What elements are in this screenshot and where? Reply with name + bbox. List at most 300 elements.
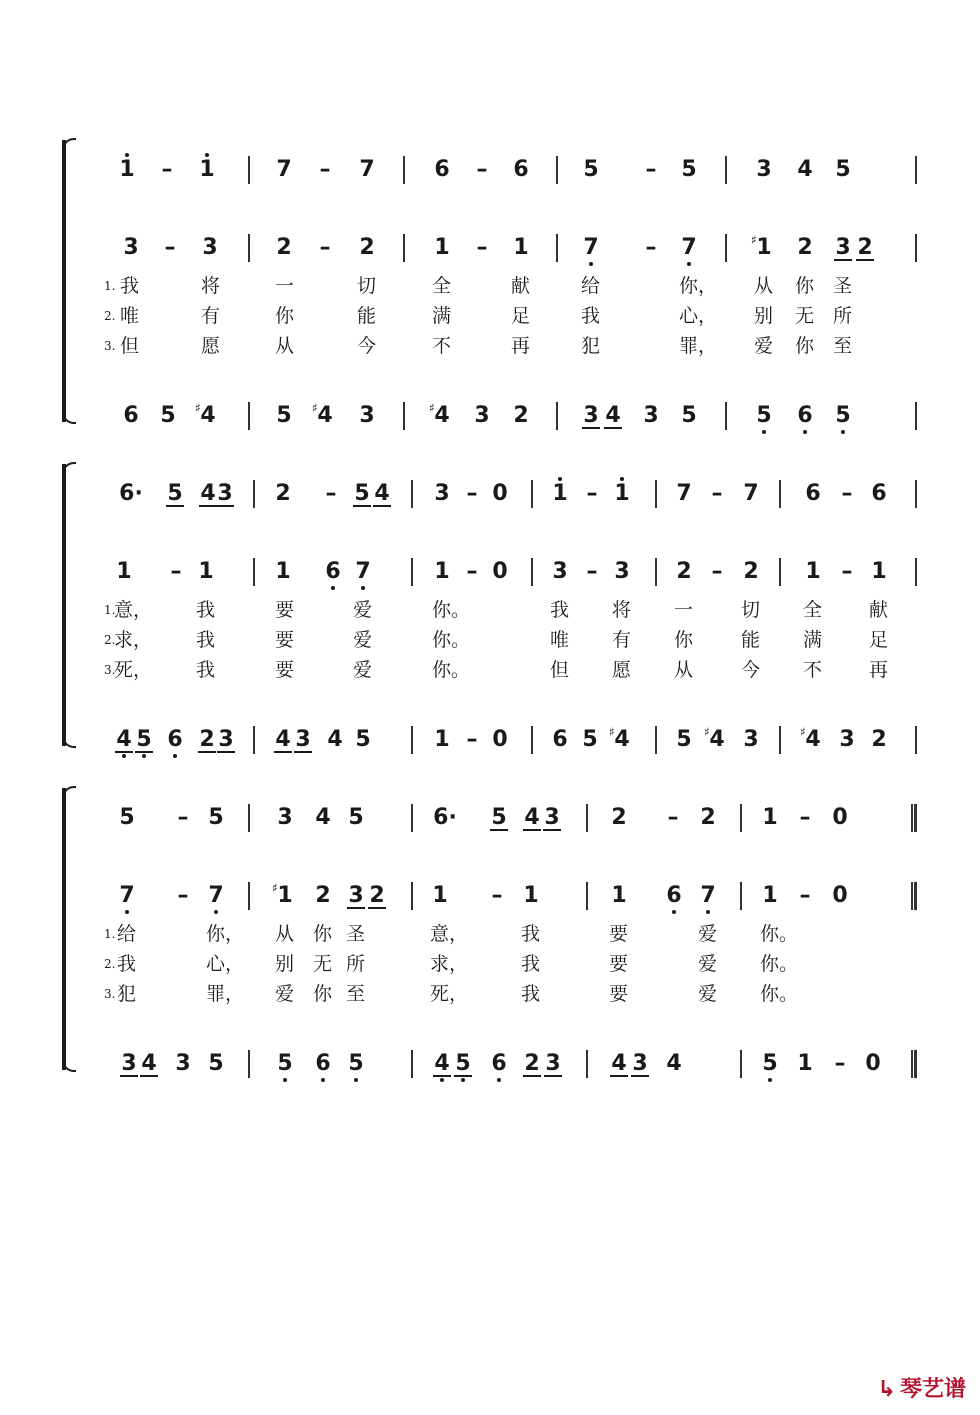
lyric-syllable: 无: [313, 953, 333, 975]
lyric-syllable: 我: [521, 923, 541, 945]
lyric-syllable: 你。: [760, 983, 799, 1005]
lyric-syllable: 要: [609, 923, 629, 945]
note: 5: [276, 403, 292, 428]
note: 6: [871, 481, 887, 506]
dash-extension: –: [161, 157, 173, 182]
dash-extension: –: [476, 235, 488, 260]
barline: [725, 234, 727, 262]
note: 2: [315, 883, 331, 908]
note: 5: [160, 403, 176, 428]
note: 3: [218, 727, 234, 752]
sharp-sign: ♯: [704, 725, 710, 739]
note: 4: [327, 727, 343, 752]
note: 3: [614, 559, 630, 584]
lyric-row: [0, 272, 980, 300]
note: 2: [676, 559, 692, 584]
note: 2: [275, 481, 291, 506]
note: 6: [805, 481, 821, 506]
note: 7: [676, 481, 692, 506]
barline: [725, 156, 727, 184]
lyric-syllable: 给: [117, 923, 137, 945]
barline: [655, 558, 657, 586]
dash-extension: –: [711, 481, 723, 506]
dash-extension: –: [476, 157, 488, 182]
note: 1: [805, 559, 821, 584]
dash-extension: –: [586, 481, 598, 506]
lyric-syllable: 要: [275, 629, 295, 651]
dash-extension: –: [841, 559, 853, 584]
barline: [411, 558, 413, 586]
lyric-syllable: 愿: [201, 335, 221, 357]
lyric-syllable: 圣: [833, 275, 853, 297]
note: 1: [434, 727, 450, 752]
lyric-syllable: 爱: [275, 983, 295, 1005]
lyric-syllable: 我: [196, 659, 216, 681]
lyric-row: [0, 920, 980, 948]
lyric-syllable: 今: [741, 659, 761, 681]
lyric-syllable: 唯: [120, 305, 140, 327]
final-barline: [911, 882, 917, 910]
lyric-syllable: 你，: [679, 275, 718, 297]
lyric-syllable: 我: [521, 953, 541, 975]
note: 0: [832, 883, 848, 908]
lyric-syllable: 求，: [114, 629, 153, 651]
note: 0: [832, 805, 848, 830]
note: 6: [325, 559, 341, 584]
barline: [531, 480, 533, 508]
sharp-sign: ♯: [312, 401, 318, 415]
lyric-syllable: 至: [346, 983, 366, 1005]
lyric-syllable: 一: [674, 599, 694, 621]
lyric-syllable: 爱: [698, 953, 718, 975]
lyric-syllable: 你，: [206, 923, 245, 945]
lyric-syllable: 给: [581, 275, 601, 297]
lyric-syllable: 求，: [430, 953, 469, 975]
lyric-syllable: 有: [201, 305, 221, 327]
lyric-syllable: 今: [357, 335, 377, 357]
note: 2: [199, 727, 215, 752]
barline: [915, 726, 917, 754]
note: 5: [583, 157, 599, 182]
notation-row: [0, 876, 980, 916]
note: 5: [354, 481, 370, 506]
lyric-syllable: 别: [754, 305, 774, 327]
note: 6·: [119, 481, 143, 506]
lyric-syllable: 你: [795, 275, 815, 297]
notation-row: [0, 720, 980, 760]
lyric-syllable: 要: [609, 953, 629, 975]
lyric-row: [0, 950, 980, 978]
lyric-syllable: 爱: [698, 923, 718, 945]
barline: [411, 726, 413, 754]
lyric-row: [0, 596, 980, 624]
lyric-syllable: 满: [803, 629, 823, 651]
note: 1: [611, 883, 627, 908]
note: 0: [865, 1051, 881, 1076]
note: 7: [700, 883, 716, 908]
note: 1: [523, 883, 539, 908]
barline: [655, 480, 657, 508]
barline: [586, 804, 588, 832]
lyric-row: [0, 332, 980, 360]
note: 3: [348, 883, 364, 908]
note: 2: [513, 403, 529, 428]
barline: [411, 882, 413, 910]
barline: [915, 156, 917, 184]
note: 1: [199, 157, 215, 182]
note: 3: [835, 235, 851, 260]
barline: [248, 804, 250, 832]
note: 3: [217, 481, 233, 506]
note: 3: [175, 1051, 191, 1076]
note: 1: [762, 883, 778, 908]
note: 3: [583, 403, 599, 428]
dash-extension: –: [164, 235, 176, 260]
note: 3: [359, 403, 375, 428]
note: 1: [198, 559, 214, 584]
note: 4: [200, 481, 216, 506]
note: 7: [681, 235, 697, 260]
barline: [586, 882, 588, 910]
lyric-syllable: 将: [201, 275, 221, 297]
lyric-syllable: 你: [795, 335, 815, 357]
note: 5: [136, 727, 152, 752]
note: 4: [611, 1051, 627, 1076]
lyric-syllable: 再: [511, 335, 531, 357]
lyric-syllable: 全: [432, 275, 452, 297]
note: 4: [374, 481, 390, 506]
note: 5: [208, 805, 224, 830]
note: 5: [835, 157, 851, 182]
barline: [779, 726, 781, 754]
sharp-sign: ♯: [272, 881, 278, 895]
lyric-syllable: 献: [869, 599, 889, 621]
note: 3: [643, 403, 659, 428]
notation-row: [0, 474, 980, 514]
lyric-syllable: 我: [550, 599, 570, 621]
note: 1: [513, 235, 529, 260]
lyric-syllable: 从: [275, 335, 295, 357]
note: 5: [676, 727, 692, 752]
dash-extension: –: [667, 805, 679, 830]
note: 2: [276, 235, 292, 260]
final-barline: [911, 804, 917, 832]
dash-extension: –: [466, 727, 478, 752]
note: 6: [491, 1051, 507, 1076]
lyric-syllable: 愿: [612, 659, 632, 681]
verse-number: 2.: [104, 309, 116, 323]
note: 1: [116, 559, 132, 584]
lyric-syllable: 足: [869, 629, 889, 651]
barline: [411, 480, 413, 508]
dash-extension: –: [834, 1051, 846, 1076]
lyric-syllable: 爱: [353, 599, 373, 621]
barline: [915, 234, 917, 262]
note: 7: [208, 883, 224, 908]
lyric-syllable: 我: [117, 953, 137, 975]
verse-number: 3.: [104, 339, 116, 353]
note: 1: [275, 559, 291, 584]
lyric-syllable: 爱: [353, 659, 373, 681]
lyric-syllable: 心，: [206, 953, 245, 975]
note: 5: [277, 1051, 293, 1076]
lyric-syllable: 我: [581, 305, 601, 327]
lyric-syllable: 一: [275, 275, 295, 297]
dash-extension: –: [466, 481, 478, 506]
note: 1: [614, 481, 630, 506]
dash-extension: –: [645, 235, 657, 260]
note: 5: [119, 805, 135, 830]
barline: [248, 402, 250, 430]
note: 1: [552, 481, 568, 506]
dash-extension: –: [799, 883, 811, 908]
dash-extension: –: [177, 805, 189, 830]
note: 4: [434, 403, 450, 428]
lyric-row: [0, 302, 980, 330]
notation-row: [0, 798, 980, 838]
verse-number: 1.: [104, 603, 116, 617]
note: 5: [835, 403, 851, 428]
lyric-syllable: 但: [120, 335, 140, 357]
lyric-syllable: 但: [550, 659, 570, 681]
note: 1: [277, 883, 293, 908]
lyric-syllable: 罪，: [206, 983, 245, 1005]
note: 3: [552, 559, 568, 584]
lyric-syllable: 献: [511, 275, 531, 297]
note: 5: [756, 403, 772, 428]
lyric-syllable: 死，: [430, 983, 469, 1005]
notation-row: [0, 552, 980, 592]
lyric-syllable: 要: [609, 983, 629, 1005]
note: 6: [513, 157, 529, 182]
lyric-syllable: 心，: [679, 305, 718, 327]
dash-extension: –: [325, 481, 337, 506]
lyric-syllable: 别: [275, 953, 295, 975]
lyric-syllable: 意，: [114, 599, 153, 621]
lyric-syllable: 爱: [698, 983, 718, 1005]
note: 1: [119, 157, 135, 182]
note: 2: [524, 1051, 540, 1076]
note: 2: [369, 883, 385, 908]
note: 1: [762, 805, 778, 830]
barline: [248, 882, 250, 910]
verse-number: 2.: [104, 633, 116, 647]
note: 5: [167, 481, 183, 506]
lyric-syllable: 不: [803, 659, 823, 681]
lyric-syllable: 你: [313, 923, 333, 945]
lyric-syllable: 你: [674, 629, 694, 651]
dash-extension: –: [177, 883, 189, 908]
note: 4: [797, 157, 813, 182]
note: 5: [681, 403, 697, 428]
barline: [248, 1050, 250, 1078]
note: 4: [666, 1051, 682, 1076]
lyric-syllable: 切: [357, 275, 377, 297]
lyric-syllable: 我: [120, 275, 140, 297]
lyric-syllable: 爱: [353, 629, 373, 651]
note: 3: [121, 1051, 137, 1076]
lyric-syllable: 从: [674, 659, 694, 681]
dash-extension: –: [586, 559, 598, 584]
notation-row: [0, 228, 980, 268]
verse-number: 2.: [104, 957, 116, 971]
note: 2: [359, 235, 375, 260]
note: 3: [474, 403, 490, 428]
note: 7: [276, 157, 292, 182]
sharp-sign: ♯: [800, 725, 806, 739]
note: 1: [756, 235, 772, 260]
note: 6: [123, 403, 139, 428]
note: 2: [700, 805, 716, 830]
note: 6·: [433, 805, 457, 830]
barline: [556, 402, 558, 430]
lyric-syllable: 能: [741, 629, 761, 651]
lyric-syllable: 有: [612, 629, 632, 651]
lyric-syllable: 你。: [432, 659, 471, 681]
note: 3: [756, 157, 772, 182]
note: 5: [491, 805, 507, 830]
barline: [411, 804, 413, 832]
barline: [915, 558, 917, 586]
note: 3: [632, 1051, 648, 1076]
final-barline: [911, 1050, 917, 1078]
lyric-syllable: 你: [275, 305, 295, 327]
lyric-syllable: 犯: [117, 983, 137, 1005]
lyric-syllable: 死，: [114, 659, 153, 681]
note: 5: [681, 157, 697, 182]
lyric-syllable: 我: [521, 983, 541, 1005]
barline: [556, 234, 558, 262]
barline: [586, 1050, 588, 1078]
note: 6: [315, 1051, 331, 1076]
lyric-syllable: 要: [275, 659, 295, 681]
dash-extension: –: [645, 157, 657, 182]
notation-row: [0, 396, 980, 436]
lyric-syllable: 罪，: [679, 335, 718, 357]
barline: [740, 804, 742, 832]
barline: [531, 726, 533, 754]
barline: [779, 558, 781, 586]
note: 4: [275, 727, 291, 752]
lyric-syllable: 所: [346, 953, 366, 975]
note: 4: [805, 727, 821, 752]
dash-extension: –: [170, 559, 182, 584]
note: 3: [743, 727, 759, 752]
note: 1: [871, 559, 887, 584]
lyric-syllable: 意，: [430, 923, 469, 945]
note: 4: [116, 727, 132, 752]
note: 6: [552, 727, 568, 752]
site-logo: [878, 1372, 966, 1403]
logo-text: 琴艺谱: [899, 1377, 966, 1402]
note: 3: [544, 805, 560, 830]
note: 5: [762, 1051, 778, 1076]
barline: [779, 480, 781, 508]
barline: [915, 402, 917, 430]
note: 3: [202, 235, 218, 260]
note: 2: [797, 235, 813, 260]
note: 3: [277, 805, 293, 830]
note: 5: [348, 805, 364, 830]
note: 4: [614, 727, 630, 752]
dash-extension: –: [466, 559, 478, 584]
lyric-syllable: 切: [741, 599, 761, 621]
lyric-syllable: 你。: [432, 629, 471, 651]
barline: [253, 480, 255, 508]
lyric-syllable: 要: [275, 599, 295, 621]
note: 0: [492, 727, 508, 752]
lyric-syllable: 足: [511, 305, 531, 327]
lyric-syllable: 从: [754, 275, 774, 297]
note: 4: [200, 403, 216, 428]
note: 5: [455, 1051, 471, 1076]
lyric-syllable: 所: [833, 305, 853, 327]
sharp-sign: ♯: [195, 401, 201, 415]
note: 2: [871, 727, 887, 752]
note: 2: [611, 805, 627, 830]
note: 7: [119, 883, 135, 908]
barline: [556, 156, 558, 184]
verse-number: 3.: [104, 987, 116, 1001]
barline: [248, 234, 250, 262]
lyric-syllable: 你: [313, 983, 333, 1005]
barline: [655, 726, 657, 754]
note: 6: [666, 883, 682, 908]
barline: [248, 156, 250, 184]
lyric-syllable: 你。: [760, 923, 799, 945]
lyric-syllable: 无: [795, 305, 815, 327]
lyric-syllable: 能: [357, 305, 377, 327]
lyric-syllable: 犯: [581, 335, 601, 357]
note: 7: [355, 559, 371, 584]
lyric-syllable: 不: [432, 335, 452, 357]
lyric-syllable: 全: [803, 599, 823, 621]
note: 6: [167, 727, 183, 752]
note: 7: [359, 157, 375, 182]
barline: [253, 726, 255, 754]
dash-extension: –: [319, 157, 331, 182]
note: 0: [492, 481, 508, 506]
lyric-row: [0, 980, 980, 1008]
note: 5: [355, 727, 371, 752]
notation-row: [0, 1044, 980, 1084]
note: 6: [797, 403, 813, 428]
note: 7: [583, 235, 599, 260]
note: 3: [839, 727, 855, 752]
barline: [915, 480, 917, 508]
note: 3: [545, 1051, 561, 1076]
note: 2: [857, 235, 873, 260]
lyric-syllable: 唯: [550, 629, 570, 651]
verse-number: 3.: [104, 663, 116, 677]
lyric-syllable: 圣: [346, 923, 366, 945]
lyric-syllable: 将: [612, 599, 632, 621]
logo-mark-icon: ↳: [877, 1377, 896, 1402]
dash-extension: –: [491, 883, 503, 908]
dash-extension: –: [711, 559, 723, 584]
sharp-sign: ♯: [751, 233, 757, 247]
lyric-syllable: 你。: [760, 953, 799, 975]
lyric-syllable: 再: [869, 659, 889, 681]
note: 3: [434, 481, 450, 506]
note: 1: [432, 883, 448, 908]
barline: [411, 1050, 413, 1078]
note: 4: [317, 403, 333, 428]
verse-number: 1.: [104, 279, 116, 293]
note: 1: [434, 235, 450, 260]
dash-extension: –: [319, 235, 331, 260]
note: 5: [208, 1051, 224, 1076]
